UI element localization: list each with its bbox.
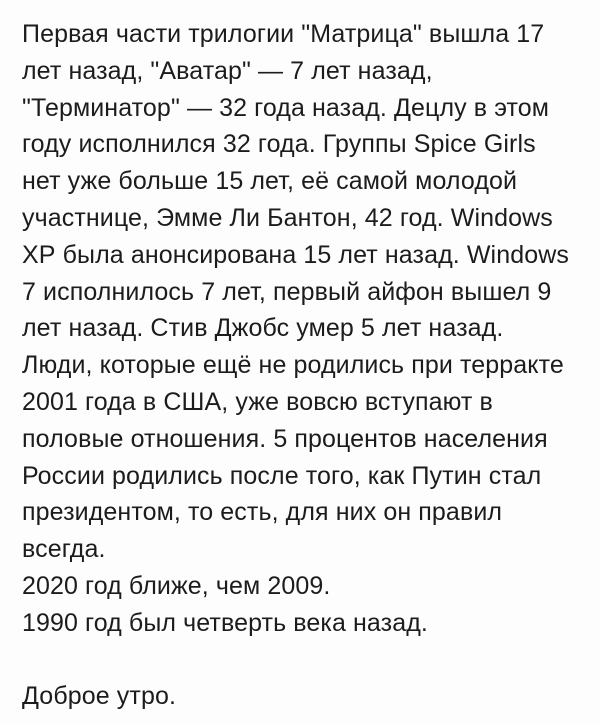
text-line: Доброе утро. (22, 682, 176, 711)
text-line: лет назад. Стив Джобс умер 5 лет назад. (22, 314, 504, 343)
text-line: Люди, которые ещё не родились при терракте (22, 351, 564, 380)
text-line: России родились после того, как Путин стал (22, 461, 542, 490)
text-line: всегда. (22, 535, 106, 564)
text-line: участнице, Эмме Ли Бантон, 42 год. Windows (22, 203, 553, 232)
text-line: 2020 год ближе, чем 2009. (22, 571, 331, 600)
post-lines (22, 16, 586, 715)
text-line: половые отношения. 5 процентов населения (22, 424, 548, 453)
text-line: президентом, то есть, для них он правил (22, 498, 503, 527)
text-line: 1990 год был четверть века назад. (22, 608, 428, 637)
text-line (22, 642, 586, 679)
text-line: Первая части трилогии "Матрица" вышла 17 (22, 20, 545, 48)
text-line: нет уже больше 15 лет, её самой молодой (22, 167, 518, 196)
text-line: 7 исполнилось 7 лет, первый айфон вышел 9 (22, 277, 552, 306)
text-line: ХР была анонсирована 15 лет назад. Windows (22, 240, 569, 269)
text-line: году исполнился 32 года. Группы Spice Girls (22, 130, 536, 159)
text-line: 2001 года в США, уже вовсю вступают в (22, 387, 493, 416)
text-line: лет назад, "Аватар" — 7 лет назад, (22, 56, 433, 85)
text-line: "Терминатор" — 32 года назад. Децлу в этом (22, 93, 550, 122)
